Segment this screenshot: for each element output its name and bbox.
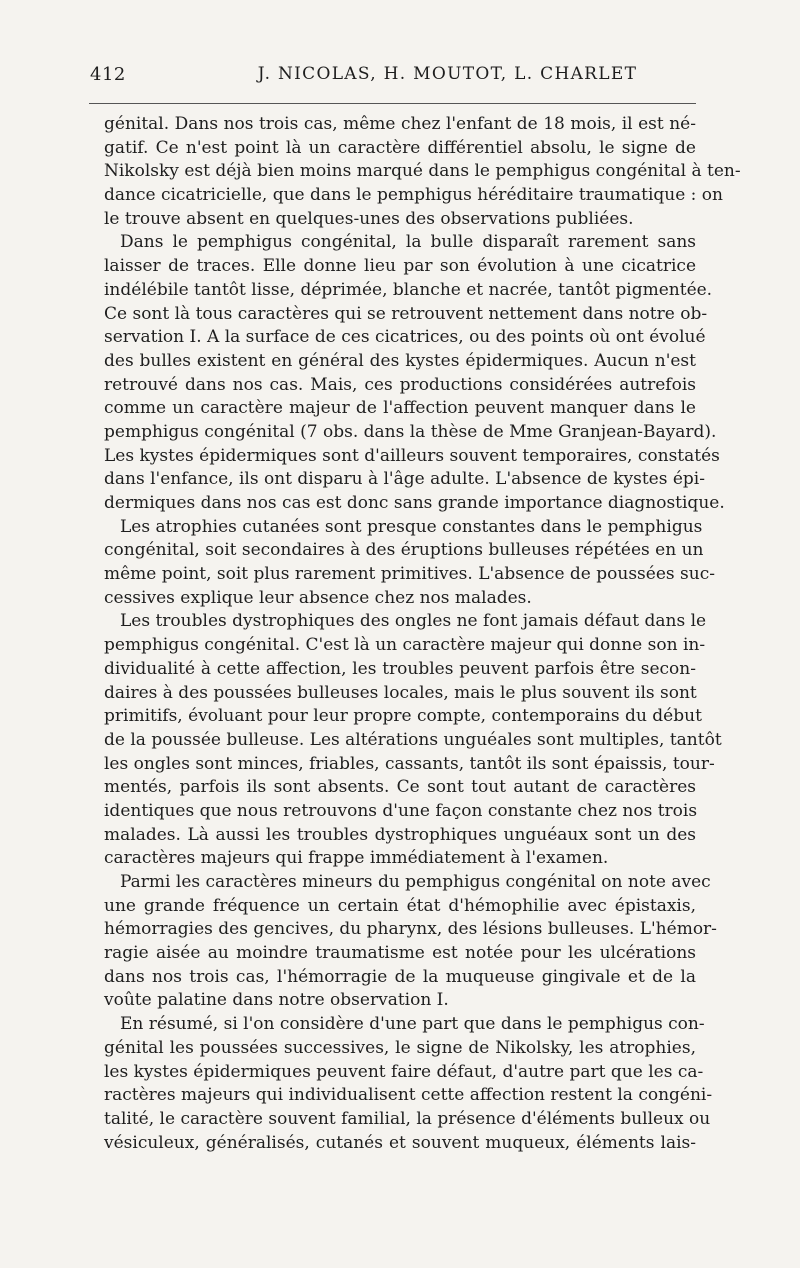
paragraph — [104, 231, 725, 515]
running-header — [90, 64, 695, 94]
running-title: J. NICOLAS, H. MOUTOT, L. CHARLET — [257, 64, 638, 84]
text-line: En résumé, si l'on considère d'une part que dans le pemphigus con- — [120, 1014, 705, 1035]
text-line: dermiques dans nos cas est donc sans grande importance diagnostique. — [104, 493, 725, 513]
text-line: dance cicatricielle, que dans le pemphigus héréditaire traumatique : on — [104, 185, 723, 206]
text-line: Les kystes épidermiques sont d'ailleurs souvent temporaires, constatés — [104, 445, 720, 466]
text-line: Ce sont là tous caractères qui se retrouvent nettement dans notre ob- — [104, 303, 708, 324]
text-line: ractères majeurs qui individualisent cette affection restent la congéni- — [104, 1085, 713, 1106]
text-line: le trouve absent en quelques-unes des observations publiées. — [104, 208, 634, 229]
text-line: des bulles existent en général des kystes épidermiques. Aucun n'est — [104, 350, 696, 371]
text-line: mentés, parfois ils sont absents. Ce sont tout autant de caractères — [104, 777, 696, 798]
text-line: Les atrophies cutanées sont presque constantes dans le pemphigus — [120, 516, 703, 537]
text-line: hémorragies des gencives, du pharynx, des lésions bulleuses. L'hémor- — [104, 919, 717, 940]
text-line: congénital, soit secondaires à des éruptions bulleuses répétées en un — [104, 540, 704, 561]
paragraph — [104, 871, 717, 1013]
paragraph — [104, 516, 715, 611]
text-line: servation I. A la surface de ces cicatrices, ou des points où ont évolué — [104, 327, 706, 348]
text-line: dividualité à cette affection, les troubles peuvent parfois être secon- — [104, 658, 696, 679]
text-line: ragie aisée au moindre traumatisme est notée pour les ulcérations — [104, 943, 696, 964]
text-line: de la poussée bulleuse. Les altérations unguéales sont multiples, tantôt — [104, 729, 722, 750]
page-number: 412 — [90, 64, 126, 85]
text-line: dans l'enfance, ils ont disparu à l'âge adulte. L'absence de kystes épi- — [104, 469, 705, 490]
text-line: gatif. Ce n'est point là un caractère différentiel absolu, le signe de — [104, 137, 696, 158]
text-line: vésiculeux, généralisés, cutanés et souvent muqueux, éléments lais- — [104, 1132, 696, 1153]
text-line: génital. Dans nos trois cas, même chez l'enfant de 18 mois, il est né- — [104, 114, 696, 134]
text-line: dans nos trois cas, l'hémorragie de la muqueuse gingivale et de la — [104, 966, 696, 987]
text-line: une grande fréquence un certain état d'hémophilie avec épistaxis, — [104, 895, 696, 916]
text-line: Dans le pemphigus congénital, la bulle disparaît rarement sans — [120, 232, 696, 253]
header-rule — [89, 103, 696, 104]
text-line: pemphigus congénital (7 obs. dans la thèse de Mme Granjean-Bayard). — [104, 421, 717, 442]
text-line: Parmi les caractères mineurs du pemphigus congénital on note avec — [120, 872, 711, 892]
text-line: identiques que nous retrouvons d'une façon constante chez nos trois — [104, 800, 698, 821]
text-line: laisser de traces. Elle donne lieu par son évolution à une cicatrice — [104, 256, 696, 277]
text-line: retrouvé dans nos cas. Mais, ces productions considérées autrefois — [104, 374, 696, 395]
text-line: indélébile tantôt lisse, déprimée, blanche et nacrée, tantôt pigmentée. — [104, 279, 713, 300]
text-line: cessives explique leur absence chez nos malades. — [104, 587, 532, 608]
text-line: comme un caractère majeur de l'affection peuvent manquer dans le — [104, 398, 696, 419]
text-line: malades. Là aussi les troubles dystrophiques unguéaux sont un des — [104, 824, 696, 845]
body-text — [104, 113, 741, 1155]
paragraph — [104, 610, 722, 871]
text-line: caractères majeurs qui frappe immédiatement à l'examen. — [104, 848, 609, 869]
text-line: les kystes épidermiques peuvent faire défaut, d'autre part que les ca- — [104, 1061, 704, 1082]
text-line: talité, le caractère souvent familial, la présence d'éléments bulleux ou — [104, 1108, 711, 1129]
paragraph — [104, 113, 741, 231]
text-line: même point, soit plus rarement primitives. L'absence de poussées suc- — [104, 564, 715, 585]
text-line: les ongles sont minces, friables, cassants, tantôt ils sont épaissis, tour- — [104, 753, 715, 774]
text-line: Nikolsky est déjà bien moins marqué dans le pemphigus congénital à ten- — [104, 161, 741, 182]
text-line: voûte palatine dans notre observation I. — [104, 990, 449, 1011]
text-line: pemphigus congénital. C'est là un caractère majeur qui donne son in- — [104, 635, 706, 656]
text-line: génital les poussées successives, le signe de Nikolsky, les atrophies, — [104, 1037, 696, 1058]
paragraph — [104, 1013, 713, 1155]
text-line: daires à des poussées bulleuses locales, mais le plus souvent ils sont — [104, 682, 697, 703]
text-line: Les troubles dystrophiques des ongles ne font jamais défaut dans le — [120, 611, 707, 632]
text-line: primitifs, évoluant pour leur propre compte, contemporains du début — [104, 706, 702, 727]
